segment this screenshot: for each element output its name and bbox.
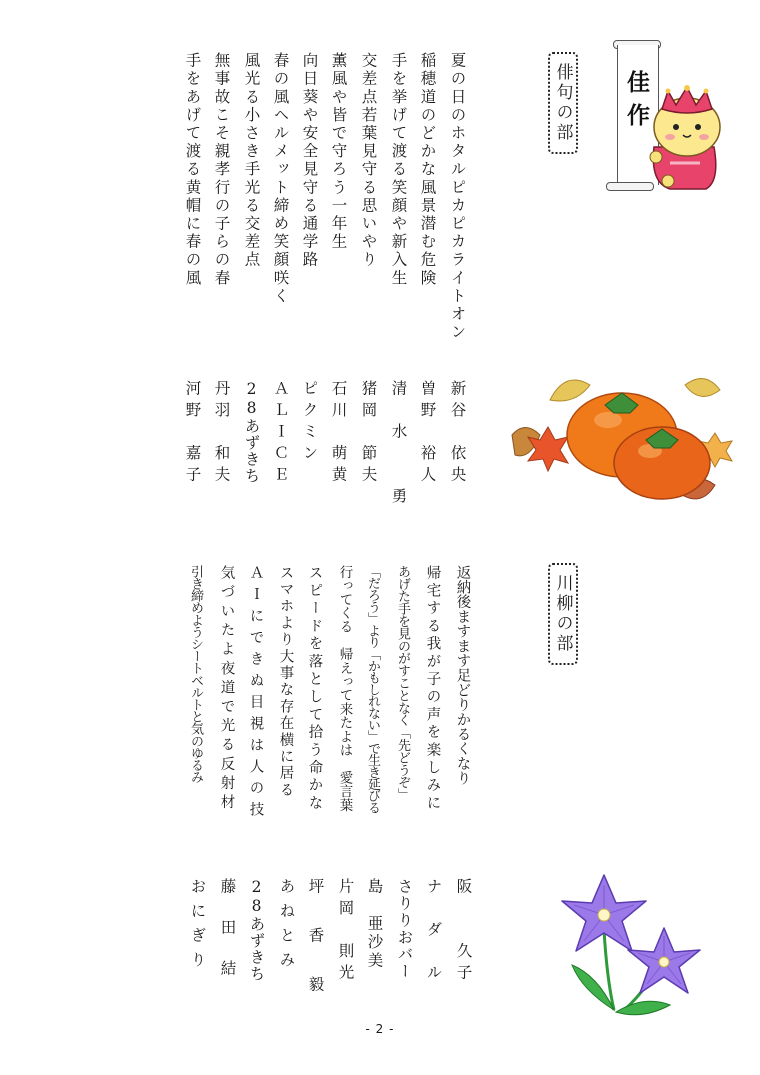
senryu-author-2: ナ ダ ル: [424, 878, 443, 986]
haiku-poem-1: 夏の日のホタルピカピカライトオン: [448, 52, 467, 342]
haiku-author-6: ピクミン: [300, 380, 319, 466]
senryu-poem-10: 引き締めようシートベルトと気のゆるみ: [188, 565, 203, 783]
senryu-author-1: 阪 久子: [454, 878, 473, 986]
senryu-author-3: さりりおバー: [395, 878, 414, 980]
haiku-poem-9: 無事故こそ親孝行の子らの春: [212, 52, 231, 288]
haiku-poem-7: 春の風ヘルメット締め笑顔咲く: [271, 52, 290, 306]
persimmon-icon: [510, 365, 740, 520]
haiku-author-7: ＡＬＩＣＥ: [271, 380, 290, 488]
senryu-section-label: 川柳の部: [548, 563, 578, 665]
senryu-poem-9: 気づいたよ夜道で光る反射材: [218, 565, 235, 814]
senryu-poem-7: スマホより大事な存在横に居る: [277, 565, 294, 799]
banner-title: 佳作: [623, 70, 649, 136]
senryu-author-5: 片岡 則光: [336, 878, 355, 986]
haiku-author-2: 曽野 裕人: [418, 380, 437, 488]
haiku-poem-4: 交差点若葉見守る思いやり: [359, 52, 378, 270]
senryu-author-9: 藤 田 結: [218, 878, 237, 981]
senryu-poem-2: 帰宅する我が子の声を楽しみに: [424, 565, 441, 813]
senryu-author-6: 坪 香 毅: [306, 878, 325, 1001]
senryu-author-4: 島 亜沙美: [365, 878, 384, 971]
haiku-author-9: 丹羽 和夫: [212, 380, 231, 488]
haiku-author-10: 河野 嘉子: [183, 380, 202, 488]
haiku-author-8: 28あずきち: [242, 380, 261, 484]
senryu-poem-8: ＡＩにできぬ目視は人の技: [247, 565, 264, 823]
senryu-poem-3: あげた手を見のがすことなく「先どうぞ」: [395, 565, 410, 801]
senryu-poem-6: スピードを落として拾う命かな: [306, 565, 323, 813]
haiku-poem-10: 手をあげて渡る黄帽に春の風: [183, 52, 202, 288]
haiku-author-1: 新谷 依央: [448, 380, 467, 488]
haiku-author-5: 石川 萌黄: [329, 380, 348, 488]
page-number: - 2 -: [365, 1022, 395, 1036]
haiku-section-label: 俳句の部: [548, 52, 578, 154]
haiku-author-4: 猪岡 節夫: [359, 380, 378, 488]
senryu-author-7: あねとみ: [277, 878, 296, 976]
bellflower-icon: [552, 870, 702, 1025]
senryu-poem-5: 行ってくる 帰えって来たよは 愛言葉: [336, 565, 353, 812]
haiku-author-3: 清 水 勇: [389, 380, 408, 509]
haiku-poem-2: 稲穂道のどかな風景潜む危険: [418, 52, 437, 288]
senryu-poem-1: 返納後ますます足どりかるくなり: [454, 565, 471, 786]
haiku-poem-8: 風光る小さき手光る交差点: [242, 52, 261, 270]
senryu-author-8: 28あずきち: [247, 878, 266, 982]
haiku-poem-5: 薫風や皆で守ろう一年生: [329, 52, 348, 252]
mascot-icon: [640, 85, 725, 195]
haiku-poem-6: 向日葵や安全見守る通学路: [300, 52, 319, 270]
senryu-author-10: おにぎり: [188, 878, 207, 976]
haiku-poem-3: 手を挙げて渡る笑顔や新入生: [389, 52, 408, 288]
senryu-poem-4: 「だろう」より「かもしれない」で生き延びる: [365, 565, 380, 813]
